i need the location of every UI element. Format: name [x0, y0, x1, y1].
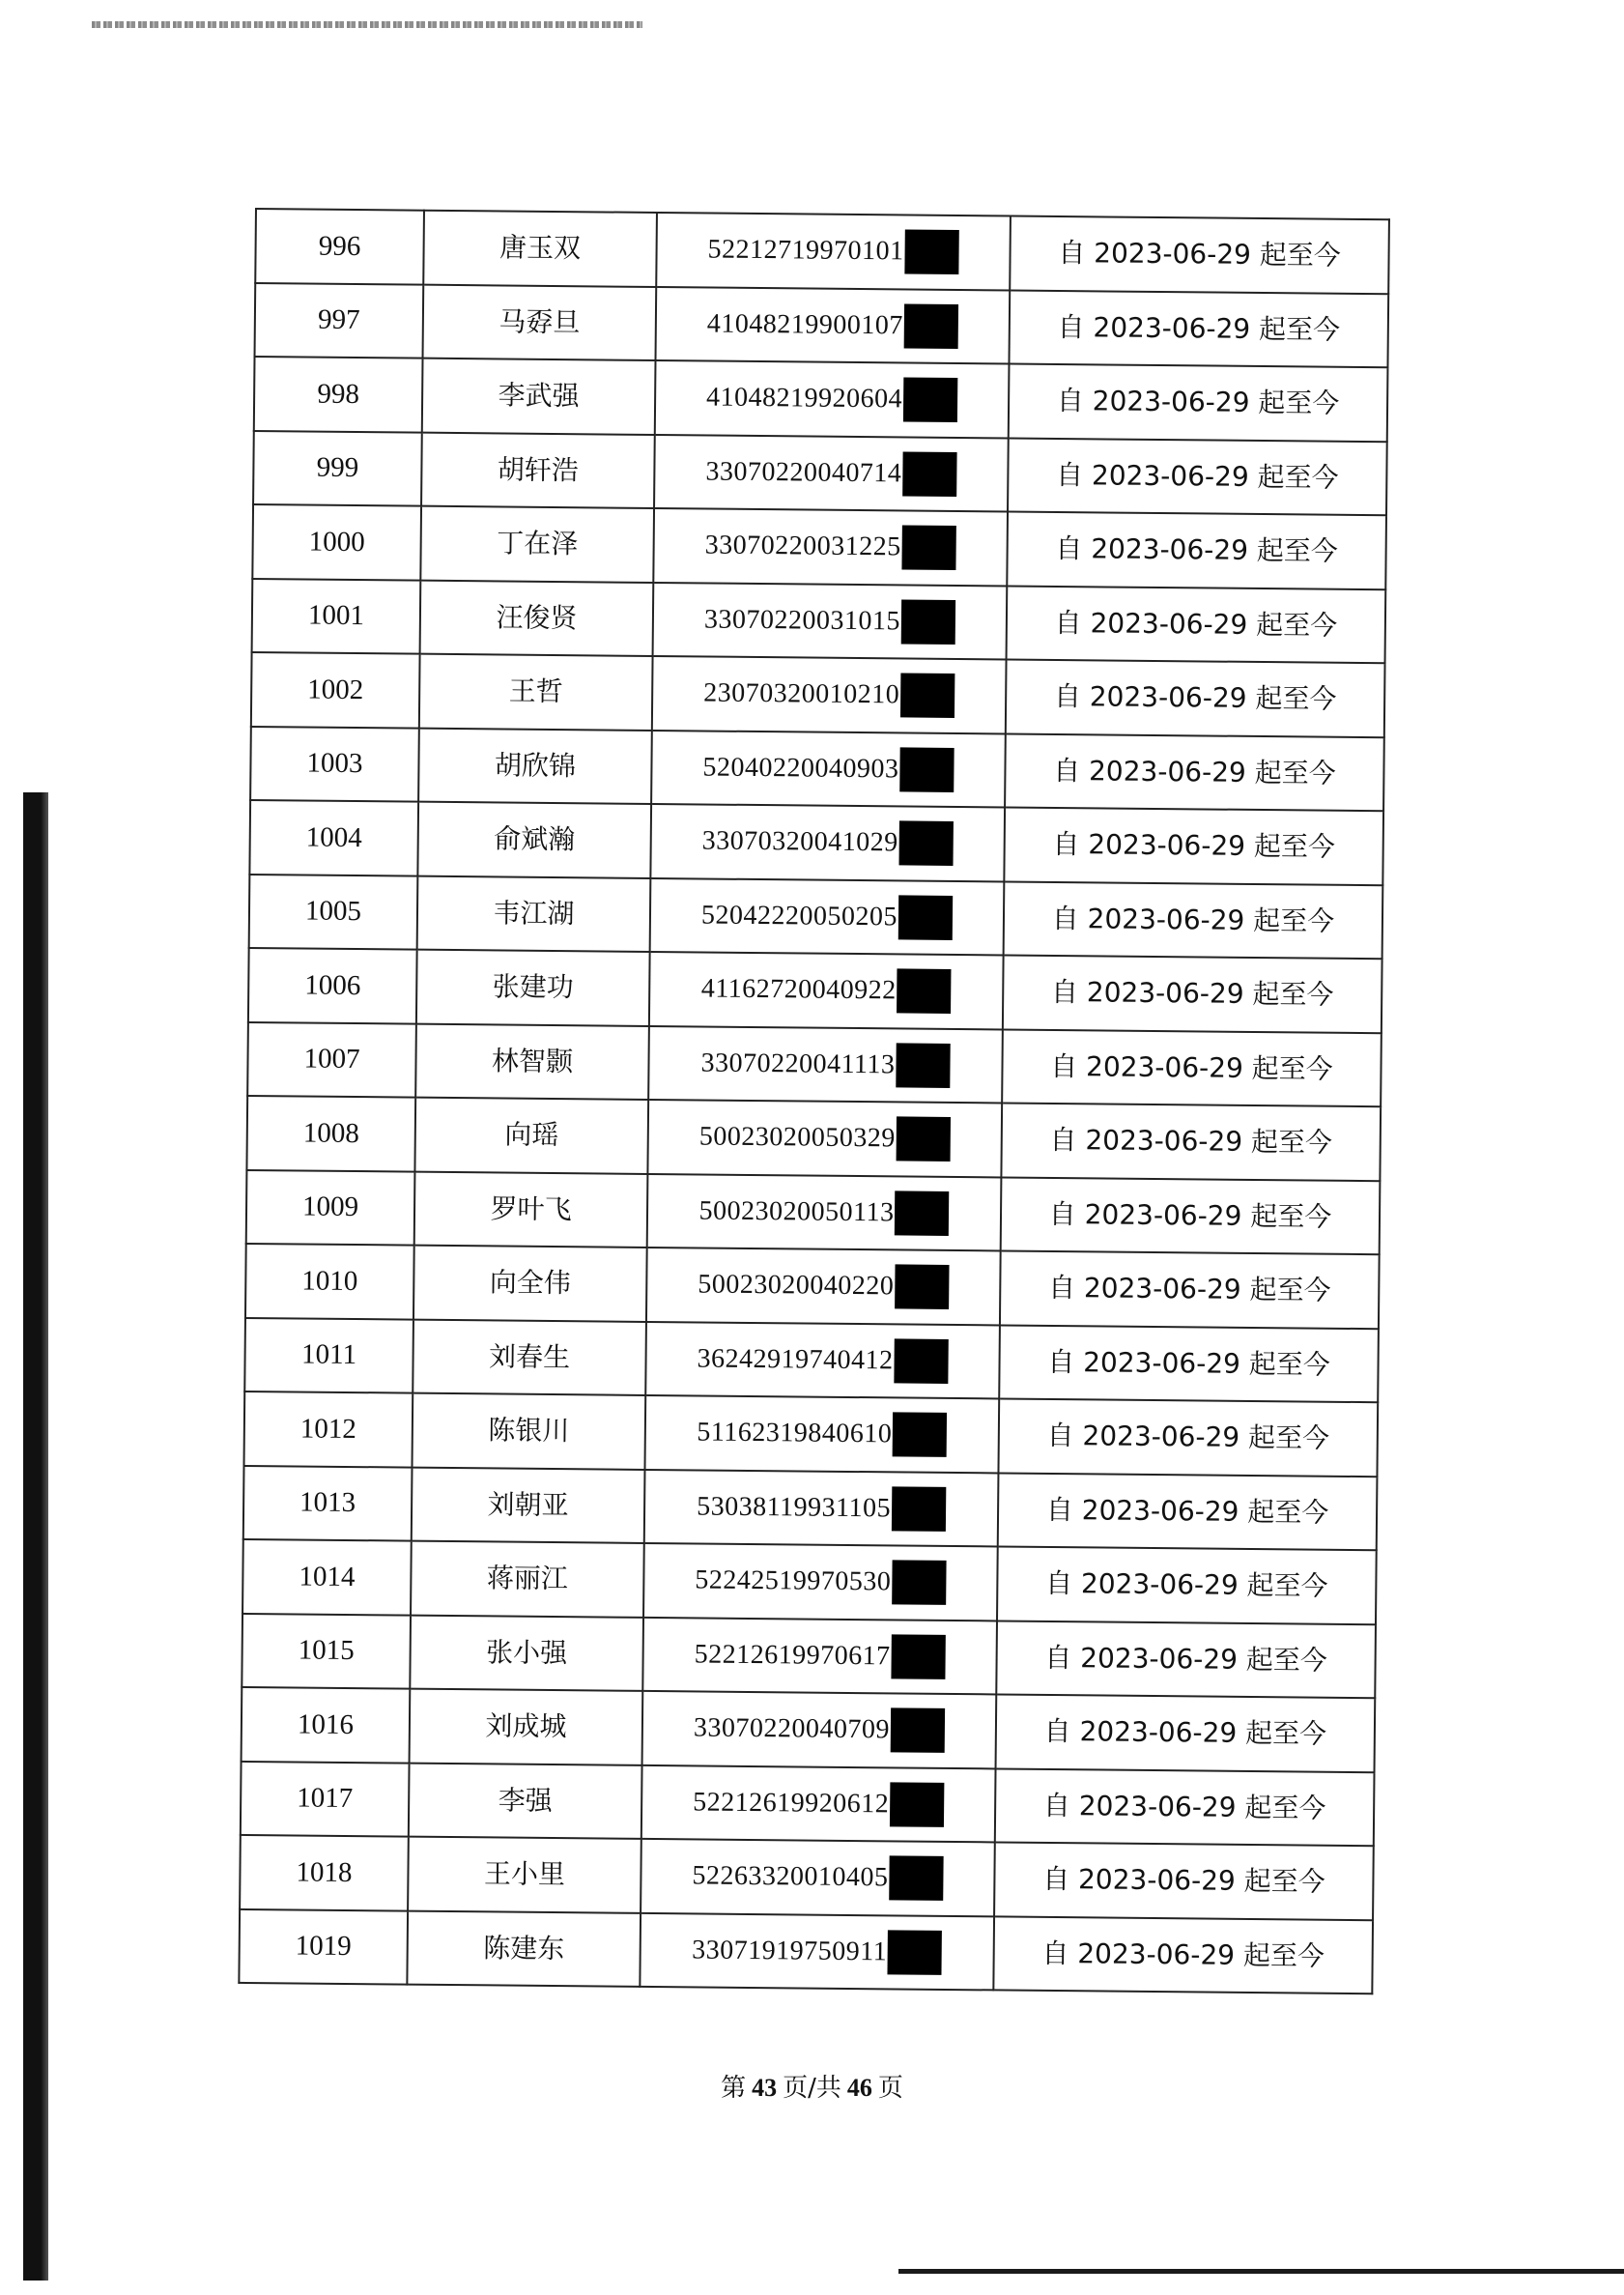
id-number-wrapper [701, 893, 953, 939]
cell-name: 王哲 [419, 654, 653, 731]
cell-name: 刘春生 [413, 1319, 646, 1395]
cell-period: 自 2023-06-29 起至今 [994, 1842, 1374, 1919]
cell-serial-number: 1010 [245, 1244, 414, 1319]
cell-serial-number: 1000 [252, 504, 421, 580]
cell-id-number [651, 730, 1006, 807]
cell-id-number [652, 656, 1007, 733]
footer-total-pages: 46 [846, 2074, 872, 2102]
cell-period: 自 2023-06-29 起至今 [996, 1621, 1376, 1698]
cell-period: 自 2023-06-29 起至今 [995, 1768, 1375, 1846]
cell-period: 自 2023-06-29 起至今 [1003, 955, 1382, 1032]
id-number-text: 52212719970101 [707, 234, 904, 267]
cell-name: 罗叶飞 [414, 1171, 648, 1248]
id-number-text: 33070220031225 [704, 530, 901, 562]
cell-period: 自 2023-06-29 起至今 [1004, 881, 1383, 959]
record-table-body [239, 209, 1389, 1994]
cell-serial-number: 999 [253, 430, 422, 505]
id-number-text: 33070220031015 [703, 604, 901, 637]
scan-artifact-top [92, 21, 642, 28]
cell-serial-number: 1006 [248, 948, 417, 1023]
cell-serial-number: 1008 [246, 1096, 415, 1171]
cell-name: 马孬旦 [423, 284, 657, 360]
table-row [251, 652, 1385, 737]
cell-name: 陈建东 [407, 1910, 641, 1987]
table-row [242, 1539, 1377, 1624]
table-row [254, 357, 1388, 442]
cell-id-number [642, 1617, 997, 1694]
id-number-text: 50023020050113 [698, 1195, 895, 1228]
cell-name: 唐玉双 [423, 211, 657, 287]
record-table-container [238, 208, 1390, 1994]
cell-id-number [641, 1839, 995, 1916]
redaction-block [896, 1043, 950, 1088]
id-number-wrapper [707, 301, 958, 348]
id-number-text: 52242519970530 [695, 1564, 892, 1597]
cell-id-number [650, 804, 1005, 881]
redaction-block [904, 303, 958, 349]
cell-id-number [653, 582, 1008, 659]
cell-name: 刘朝亚 [412, 1467, 645, 1543]
cell-id-number [642, 1691, 997, 1768]
table-row [253, 430, 1387, 515]
cell-id-number [656, 213, 1011, 290]
table-row [242, 1687, 1376, 1772]
cell-name: 刘成城 [410, 1689, 643, 1765]
table-row [250, 726, 1384, 811]
id-number-wrapper [707, 228, 958, 274]
id-number-wrapper [692, 1854, 943, 1901]
table-row [248, 948, 1382, 1033]
redaction-block [897, 969, 952, 1015]
id-number-text: 50023020050329 [698, 1121, 896, 1154]
cell-id-number [656, 286, 1011, 363]
cell-id-number [650, 877, 1005, 955]
id-number-text: 52042220050205 [700, 900, 898, 932]
redaction-block [894, 1338, 948, 1384]
table-row [241, 1761, 1375, 1846]
cell-name: 王小里 [408, 1837, 641, 1913]
footer-middle: 页/共 [783, 2074, 841, 2103]
table-row [244, 1317, 1379, 1402]
cell-serial-number: 997 [255, 283, 424, 359]
cell-period: 自 2023-06-29 起至今 [1007, 586, 1386, 663]
table-row [249, 874, 1383, 959]
cell-serial-number: 1018 [240, 1835, 409, 1910]
id-number-wrapper [703, 672, 954, 718]
redaction-block [903, 378, 957, 423]
id-number-wrapper [698, 1263, 949, 1309]
id-number-text: 52212619970617 [694, 1639, 891, 1672]
cell-id-number [649, 952, 1004, 1029]
table-row [245, 1244, 1380, 1329]
cell-serial-number: 1011 [244, 1317, 413, 1392]
cell-serial-number: 1017 [241, 1761, 410, 1836]
id-number-wrapper [694, 1632, 945, 1678]
redaction-block [902, 451, 956, 497]
record-table [238, 208, 1390, 1994]
cell-period: 自 2023-06-29 起至今 [1008, 438, 1387, 515]
id-number-text: 33070220041113 [700, 1047, 896, 1080]
redaction-block [899, 747, 954, 792]
id-number-wrapper [695, 1559, 946, 1605]
cell-name: 林智颢 [415, 1023, 649, 1100]
id-number-wrapper [693, 1780, 944, 1826]
table-row [246, 1096, 1381, 1181]
redaction-block [889, 1856, 943, 1902]
table-row [242, 1613, 1376, 1698]
id-number-wrapper [700, 1041, 950, 1087]
id-number-text: 41048219900107 [706, 308, 904, 341]
cell-serial-number: 998 [254, 357, 423, 432]
redaction-block [892, 1486, 946, 1532]
cell-serial-number: 1019 [239, 1908, 408, 1984]
table-row [244, 1391, 1379, 1477]
cell-serial-number: 1004 [249, 800, 418, 875]
cell-id-number [640, 1912, 994, 1990]
redaction-block [892, 1561, 946, 1606]
cell-name: 蒋丽江 [411, 1541, 644, 1618]
id-number-text: 53038119931105 [697, 1491, 892, 1524]
id-number-text: 41048219920604 [705, 382, 903, 415]
id-number-text: 23070320010210 [703, 677, 900, 710]
cell-name: 张建功 [416, 950, 650, 1026]
table-row [240, 1835, 1374, 1920]
redaction-block [900, 674, 954, 719]
id-number-text: 33071919750911 [692, 1935, 888, 1967]
id-number-wrapper [702, 745, 954, 791]
redaction-block [901, 599, 955, 645]
cell-name: 丁在泽 [420, 506, 654, 583]
redaction-block [901, 526, 955, 571]
table-row [246, 1169, 1381, 1254]
id-number-wrapper [704, 524, 955, 570]
cell-id-number [646, 1248, 1001, 1325]
redaction-block [895, 1265, 949, 1310]
id-number-wrapper [704, 597, 955, 644]
cell-name: 俞斌瀚 [417, 802, 651, 878]
cell-period: 自 2023-06-29 起至今 [1009, 363, 1388, 441]
cell-period: 自 2023-06-29 起至今 [997, 1546, 1377, 1623]
id-number-wrapper [706, 376, 957, 422]
id-number-wrapper [697, 1411, 947, 1457]
cell-serial-number: 1016 [242, 1687, 411, 1763]
cell-serial-number: 1003 [250, 726, 419, 801]
table-row [239, 1908, 1373, 1994]
footer-prefix: 第 [721, 2074, 747, 2103]
cell-serial-number: 1001 [252, 578, 421, 653]
cell-period: 自 2023-06-29 起至今 [1004, 807, 1383, 884]
cell-id-number [645, 1321, 1000, 1398]
cell-id-number [647, 1173, 1002, 1250]
id-number-text: 52040220040903 [702, 752, 899, 785]
cell-name: 陈银川 [412, 1393, 645, 1470]
redaction-block [898, 821, 953, 867]
cell-period: 自 2023-06-29 起至今 [1009, 290, 1388, 367]
cell-serial-number: 1012 [244, 1391, 413, 1467]
redaction-block [890, 1782, 944, 1827]
id-number-text: 36242919740412 [697, 1343, 894, 1376]
table-row [252, 504, 1386, 589]
cell-serial-number: 1009 [246, 1169, 415, 1245]
table-row [247, 1021, 1382, 1106]
id-number-text: 52212619920612 [693, 1787, 890, 1820]
cell-period: 自 2023-06-29 起至今 [996, 1694, 1376, 1771]
cell-name: 向全伟 [413, 1246, 647, 1322]
redaction-block [891, 1634, 945, 1679]
id-number-wrapper [701, 967, 952, 1014]
cell-name: 胡欣锦 [418, 728, 652, 804]
id-number-wrapper [705, 449, 956, 496]
page-footer [0, 2068, 1624, 2104]
id-number-text: 51162319840610 [697, 1417, 893, 1449]
cell-period: 自 2023-06-29 起至今 [1001, 1177, 1381, 1254]
id-number-wrapper [699, 1115, 951, 1162]
id-number-text: 52263320010405 [692, 1860, 889, 1893]
cell-serial-number: 1015 [242, 1613, 411, 1688]
cell-name: 李强 [409, 1763, 642, 1839]
cell-period: 自 2023-06-29 起至今 [1002, 1029, 1382, 1106]
id-number-text: 33070220040709 [693, 1712, 891, 1745]
cell-serial-number: 1005 [249, 874, 418, 949]
id-number-text: 33070220040714 [705, 456, 902, 489]
cell-serial-number: 996 [255, 209, 424, 284]
cell-name: 胡轩浩 [421, 432, 655, 508]
cell-serial-number: 1013 [243, 1465, 413, 1540]
scan-artifact-bottom-edge [898, 2269, 1624, 2274]
cell-period: 自 2023-06-29 起至今 [1007, 511, 1386, 588]
scan-artifact-left-edge [23, 792, 48, 2281]
redaction-block [888, 1930, 942, 1975]
id-number-text: 50023020040220 [698, 1269, 895, 1302]
id-number-text: 41162720040922 [700, 973, 897, 1006]
cell-id-number [648, 1025, 1003, 1103]
redaction-block [897, 1117, 951, 1162]
cell-serial-number: 1014 [242, 1539, 412, 1615]
id-number-wrapper [697, 1484, 946, 1531]
cell-id-number [655, 360, 1010, 438]
cell-period: 自 2023-06-29 起至今 [1010, 216, 1389, 294]
id-number-text: 33070320041029 [701, 825, 898, 858]
cell-period: 自 2023-06-29 起至今 [993, 1916, 1373, 1994]
cell-id-number [644, 1469, 999, 1546]
cell-id-number [644, 1395, 999, 1473]
table-row [255, 209, 1389, 294]
cell-id-number [643, 1543, 998, 1621]
table-row [252, 578, 1386, 663]
id-number-wrapper [694, 1707, 945, 1753]
cell-period: 自 2023-06-29 起至今 [998, 1473, 1378, 1550]
id-number-wrapper [698, 1189, 949, 1235]
cell-period: 自 2023-06-29 起至今 [1000, 1250, 1380, 1328]
cell-serial-number: 1007 [247, 1021, 416, 1097]
cell-id-number [653, 508, 1008, 586]
table-row [249, 800, 1383, 885]
footer-suffix: 页 [877, 2074, 903, 2103]
cell-period: 自 2023-06-29 起至今 [998, 1398, 1378, 1476]
cell-id-number [647, 1100, 1002, 1177]
redaction-block [891, 1708, 945, 1754]
cell-id-number [641, 1764, 996, 1842]
table-row [255, 283, 1389, 368]
id-number-wrapper [697, 1336, 948, 1383]
redaction-block [895, 1191, 949, 1236]
cell-name: 向瑶 [414, 1098, 648, 1174]
cell-period: 自 2023-06-29 起至今 [1001, 1103, 1381, 1180]
cell-period: 自 2023-06-29 起至今 [1005, 733, 1384, 811]
cell-name: 韦江湖 [417, 875, 651, 952]
id-number-wrapper [702, 819, 954, 866]
cell-name: 汪俊贤 [420, 580, 654, 656]
cell-period: 自 2023-06-29 起至今 [1006, 659, 1385, 736]
redaction-block [898, 895, 953, 940]
table-row [243, 1465, 1378, 1550]
footer-page-number: 43 [752, 2074, 778, 2102]
cell-name: 李武强 [422, 359, 656, 435]
cell-name: 张小强 [410, 1615, 643, 1691]
redaction-block [893, 1413, 947, 1458]
id-number-wrapper [692, 1928, 942, 1974]
cell-period: 自 2023-06-29 起至今 [999, 1325, 1379, 1402]
redaction-block [904, 230, 958, 275]
cell-id-number [654, 434, 1009, 511]
cell-serial-number: 1002 [251, 652, 420, 728]
